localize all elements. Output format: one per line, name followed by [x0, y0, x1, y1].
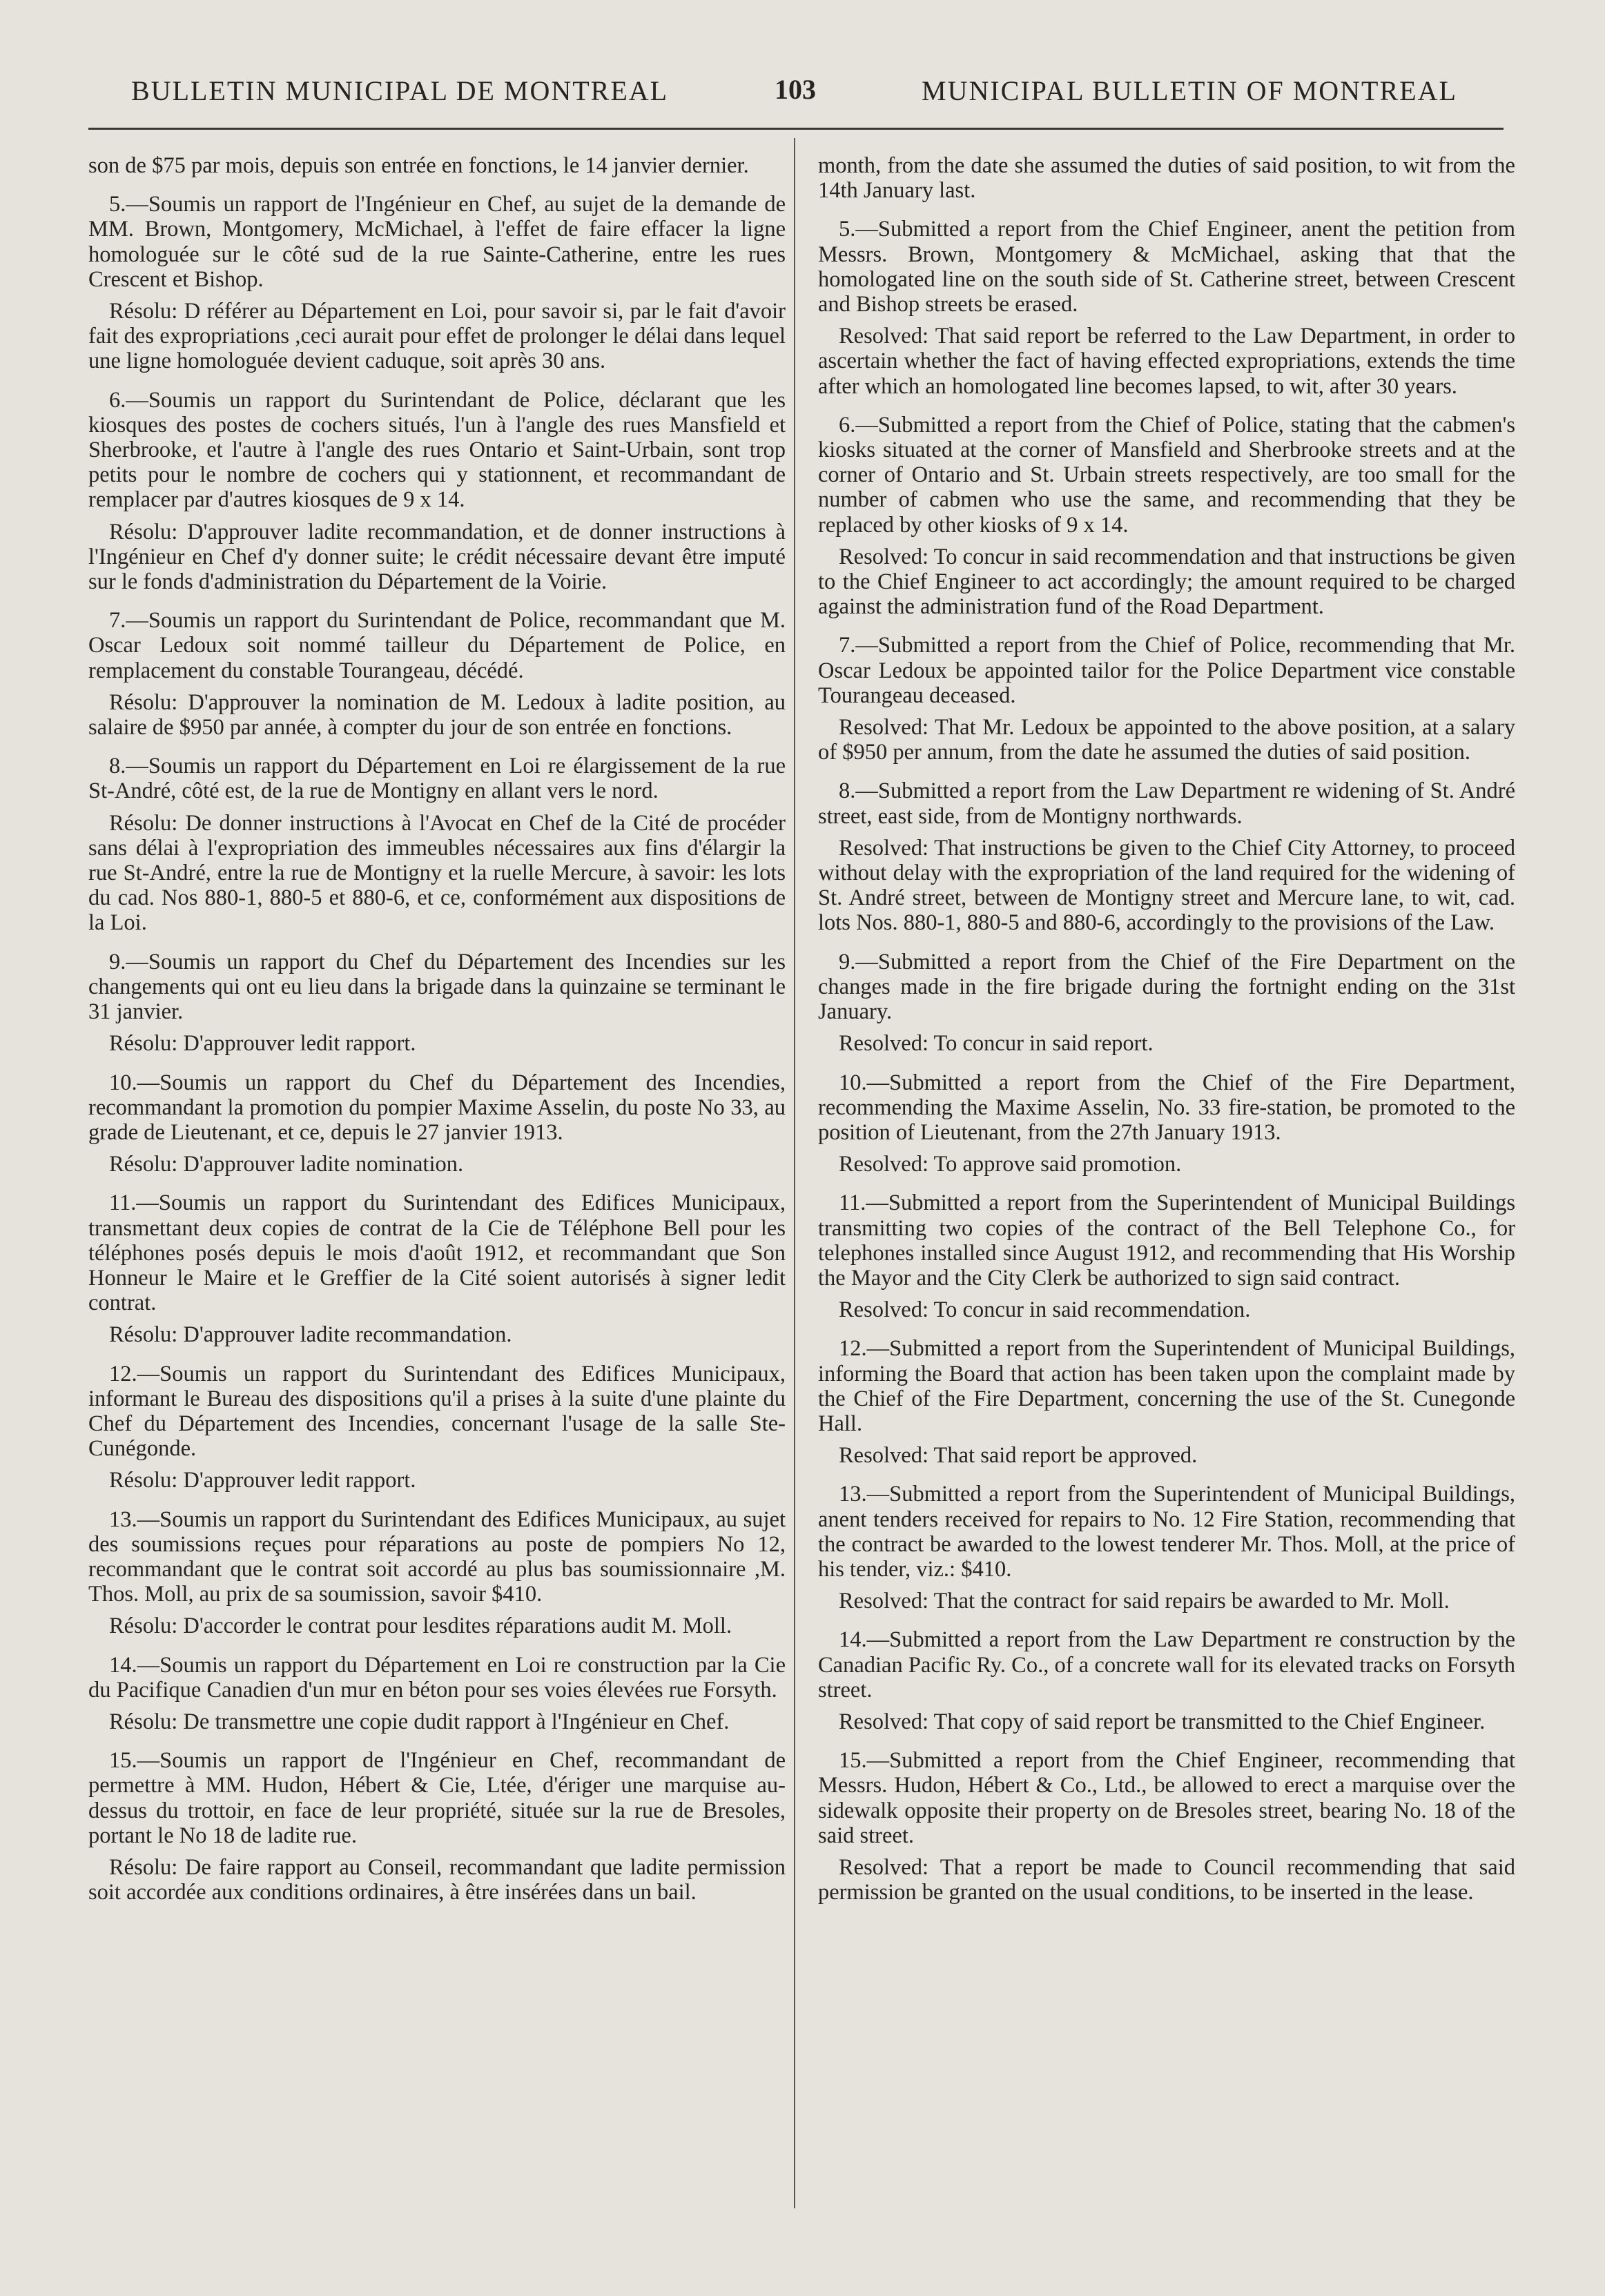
paragraph: 6.—Soumis un rapport du Surintendant de Police, déclarant que les kiosques des postes de cochers situés, l'un à l'angle des rues Mansfield et Sherbrooke, et l'autre à l'angle des rues Ontario et Saint-Urbain, sont trop petits pour le nombre de cochers qui y stationnent, et recommandant de remplacer par d'autres kiosques de 9 x 14. [88, 387, 786, 513]
paragraph: 14.—Soumis un rapport du Département en Loi re construction par la Cie du Pacifique Canadien d'un mur en béton pour ses voies élevées rue Forsyth. [88, 1652, 786, 1703]
resolution: Résolu: D'approuver ledit rapport. [109, 1031, 416, 1057]
paragraph: 6.—Submitted a report from the Chief of Police, stating that the cabmen's kiosks situated at the corner of Mansfield and Sherbrooke streets and at the corner of Ontario and St. Urbain streets respectively, are too small for the number of cabmen who use the same, and recommending that they be replaced by other kiosks of 9 x 14. [818, 412, 1515, 538]
french-column [88, 153, 786, 1919]
resolution: Resolved: That Mr. Ledoux be appointed to the above position, at a salary of $950 per annum, from the date he assumed the duties of said position. [818, 715, 1515, 765]
paragraph: 15.—Soumis un rapport de l'Ingénieur en Chef, recommandant de permettre à MM. Hudon, Hébert & Cie, Ltée, d'ériger une marquise au-dessus du trottoir, en face de leur propriété, située sur la rue de Bresoles, portant le No 18 de ladite rue. [88, 1748, 786, 1848]
resolution: Résolu: D'approuver ladite recommandation. [109, 1322, 512, 1348]
resolution: Résolu: D'approuver ledit rapport. [109, 1468, 416, 1493]
page-header [0, 68, 1605, 123]
paragraph: 8.—Soumis un rapport du Département en Loi re élargissement de la rue St-André, côté est, de la rue de Montigny en allant vers le nord. [88, 754, 786, 804]
paragraph: 12.—Soumis un rapport du Surintendant des Edifices Municipaux, informant le Bureau des dispositions qu'il a prises à la suite d'une plainte du Chef du Département des Incendies, concernant l'usage de la salle Ste-Cunégonde. [88, 1361, 786, 1462]
paragraph: 14.—Submitted a report from the Law Department re construction by the Canadian Pacific Ry. Co., of a concrete wall for its elevated tracks on Forsyth street. [818, 1627, 1515, 1703]
paragraph: 11.—Soumis un rapport du Surintendant des Edifices Municipaux, transmettant deux copies de contrat de la Cie de Téléphone Bell pour les téléphones posés depuis le mois d'août 1912, et recommandant que Son Honneur le Maire et le Greffier de la Cité soient autorisés à signer ledit contrat. [88, 1190, 786, 1316]
paragraph: 11.—Submitted a report from the Superintendent of Municipal Buildings transmitting two copies of the contract of the Bell Telephone Co., for telephones installed since August 1912, and recommending that His Worship the Mayor and the City Clerk be authorized to sign said contract. [818, 1190, 1515, 1291]
resolution: Résolu: D'approuver ladite nomination. [109, 1152, 464, 1177]
paragraph: month, from the date she assumed the duties of said position, to wit from the 14th January last. [818, 153, 1515, 204]
paragraph: 8.—Submitted a report from the Law Department re widening of St. André street, east side, from de Montigny northwards. [818, 778, 1515, 829]
header-rule [88, 128, 1504, 130]
paragraph: 10.—Soumis un rapport du Chef du Département des Incendies, recommandant la promotion du pompier Maxime Asselin, du poste No 33, au grade de Lieutenant, et ce, depuis le 27 janvier 1913. [88, 1070, 786, 1145]
resolution: Resolved: That instructions be given to the Chief City Attorney, to proceed without delay with the expropriation of the land required for the widening of St. André street, between de Montigny street and Mercure lane, to wit, cad. lots Nos. 880-1, 880-5 and 880-6, accordingly to the provisions of the Law. [818, 835, 1515, 936]
paragraph: 7.—Submitted a report from the Chief of Police, recommending that Mr. Oscar Ledoux be appointed tailor for the Police Department vice constable Tourangeau deceased. [818, 633, 1515, 708]
page-number: 103 [775, 74, 816, 105]
resolution: Résolu: De transmettre une copie dudit rapport à l'Ingénieur en Chef. [109, 1709, 730, 1734]
paragraph: 5.—Soumis un rapport de l'Ingénieur en Chef, au sujet de la demande de MM. Brown, Montgomery, McMichael, à l'effet de faire effacer la ligne homologuée sur le côté sud de la rue Sainte-Catherine, entre les rues Crescent et Bishop. [88, 192, 786, 292]
column-divider [794, 138, 795, 2208]
paragraph: 7.—Soumis un rapport du Surintendant de Police, recommandant que M. Oscar Ledoux soit nommé tailleur du Département de Police, en remplacement du constable Tourangeau, décédé. [88, 608, 786, 683]
paragraph: 10.—Submitted a report from the Chief of the Fire Department, recommending the Maxime Asselin, No. 33 fire-station, be promoted to the position of Lieutenant, from the 27th January 1913. [818, 1070, 1515, 1145]
header-title-english: MUNICIPAL BULLETIN OF MONTREAL [922, 75, 1457, 106]
resolution: Résolu: D'approuver la nomination de M. Ledoux à ladite position, au salaire de $950 par année, à compter du jour de son entrée en fonctions. [88, 689, 786, 740]
resolution: Resolved: That the contract for said repairs be awarded to Mr. Moll. [839, 1589, 1450, 1614]
paragraph: 5.—Submitted a report from the Chief Engineer, anent the petition from Messrs. Brown, Montgomery & McMichael, asking that that the homologated line on the south side of St. Catherine street, between Crescent and Bishop streets be erased. [818, 217, 1515, 317]
resolution: Resolved: That copy of said report be transmitted to the Chief Engineer. [839, 1709, 1486, 1734]
paragraph: 13.—Soumis un rapport du Surintendant des Edifices Municipaux, au sujet des soumissions reçues pour réparations au poste de pompiers No 12, recommandant que le contrat soit accordé au plus bas soumissionnaire ,M. Thos. Moll, au prix de sa soumission, savoir $410. [88, 1507, 786, 1607]
english-column [818, 153, 1515, 1919]
paragraph: 9.—Soumis un rapport du Chef du Département des Incendies sur les changements qui ont eu lieu dans la brigade dans la quinzaine se terminant le 31 janvier. [88, 949, 786, 1025]
resolution: Résolu: De donner instructions à l'Avocat en Chef de la Cité de procéder sans délai à l'expropriation des immeubles nécessaires aux fins d'élargir la rue St-André, entre la rue de Montigny et la ruelle Mercure, à savoir: les lots du cad. Nos 880-1, 880-5 et 880-6, et ce, conformément aux dispositions de la Loi. [88, 810, 786, 936]
resolution: Résolu: De faire rapport au Conseil, recommandant que ladite permission soit accordée aux conditions ordinaires, à être insérées dans un bail. [88, 1854, 786, 1905]
resolution: Resolved: To concur in said recommendation. [839, 1297, 1251, 1323]
paragraph: 12.—Submitted a report from the Superintendent of Municipal Buildings, informing the Board that action has been taken upon the complaint made by the Chief of the Fire Department, concerning the use of the St. Cunegonde Hall. [818, 1336, 1515, 1436]
resolution: Résolu: D'accorder le contrat pour lesdites réparations audit M. Moll. [109, 1613, 732, 1639]
header-title-french: BULLETIN MUNICIPAL DE MONTREAL [131, 75, 669, 106]
resolution: Resolved: To concur in said report. [839, 1031, 1154, 1057]
resolution: Resolved: To concur in said recommendation and that instructions be given to the Chief Engineer to act accordingly; the amount required to be charged against the administration fund of the Road Department. [818, 544, 1515, 620]
resolution: Resolved: That a report be made to Council recommending that said permission be granted on the usual conditions, to be inserted in the lease. [818, 1854, 1515, 1905]
resolution: Resolved: That said report be approved. [839, 1443, 1198, 1469]
paragraph: 15.—Submitted a report from the Chief Engineer, recommending that Messrs. Hudon, Hébert & Co., Ltd., be allowed to erect a marquise over the sidewalk opposite their property on de Bresoles street, bearing No. 18 of the said street. [818, 1748, 1515, 1848]
paragraph: 13.—Submitted a report from the Superintendent of Municipal Buildings, anent tenders received for repairs to No. 12 Fire Station, recommending that the contract be awarded to the lowest tenderer Mr. Thos. Moll, at the price of his tender, viz.: $410. [818, 1482, 1515, 1582]
paragraph: 9.—Submitted a report from the Chief of the Fire Department on the changes made in the fire brigade during the fortnight ending on the 31st January. [818, 949, 1515, 1025]
resolution: Resolved: That said report be referred to the Law Department, in order to ascertain whether the fact of having effected expropriations, extends the time after which an homologated line becomes lapsed, to wit, after 30 years. [818, 324, 1515, 399]
resolution: Resolved: To approve said promotion. [839, 1152, 1182, 1177]
resolution: Résolu: D'approuver ladite recommandation, et de donner instructions à l'Ingénieur en Chef d'y donner suite; le crédit nécessaire devant être imputé sur le fonds d'administration du Département de la Voirie. [88, 519, 786, 595]
resolution: Résolu: D référer au Département en Loi, pour savoir si, par le fait d'avoir fait des expropriations ,ceci aurait pour effet de prolonger le délai dans lequel une ligne homologuée devient caduque, soit après 30 ans. [88, 299, 786, 374]
paragraph: son de $75 par mois, depuis son entrée en fonctions, le 14 janvier dernier. [88, 153, 749, 178]
